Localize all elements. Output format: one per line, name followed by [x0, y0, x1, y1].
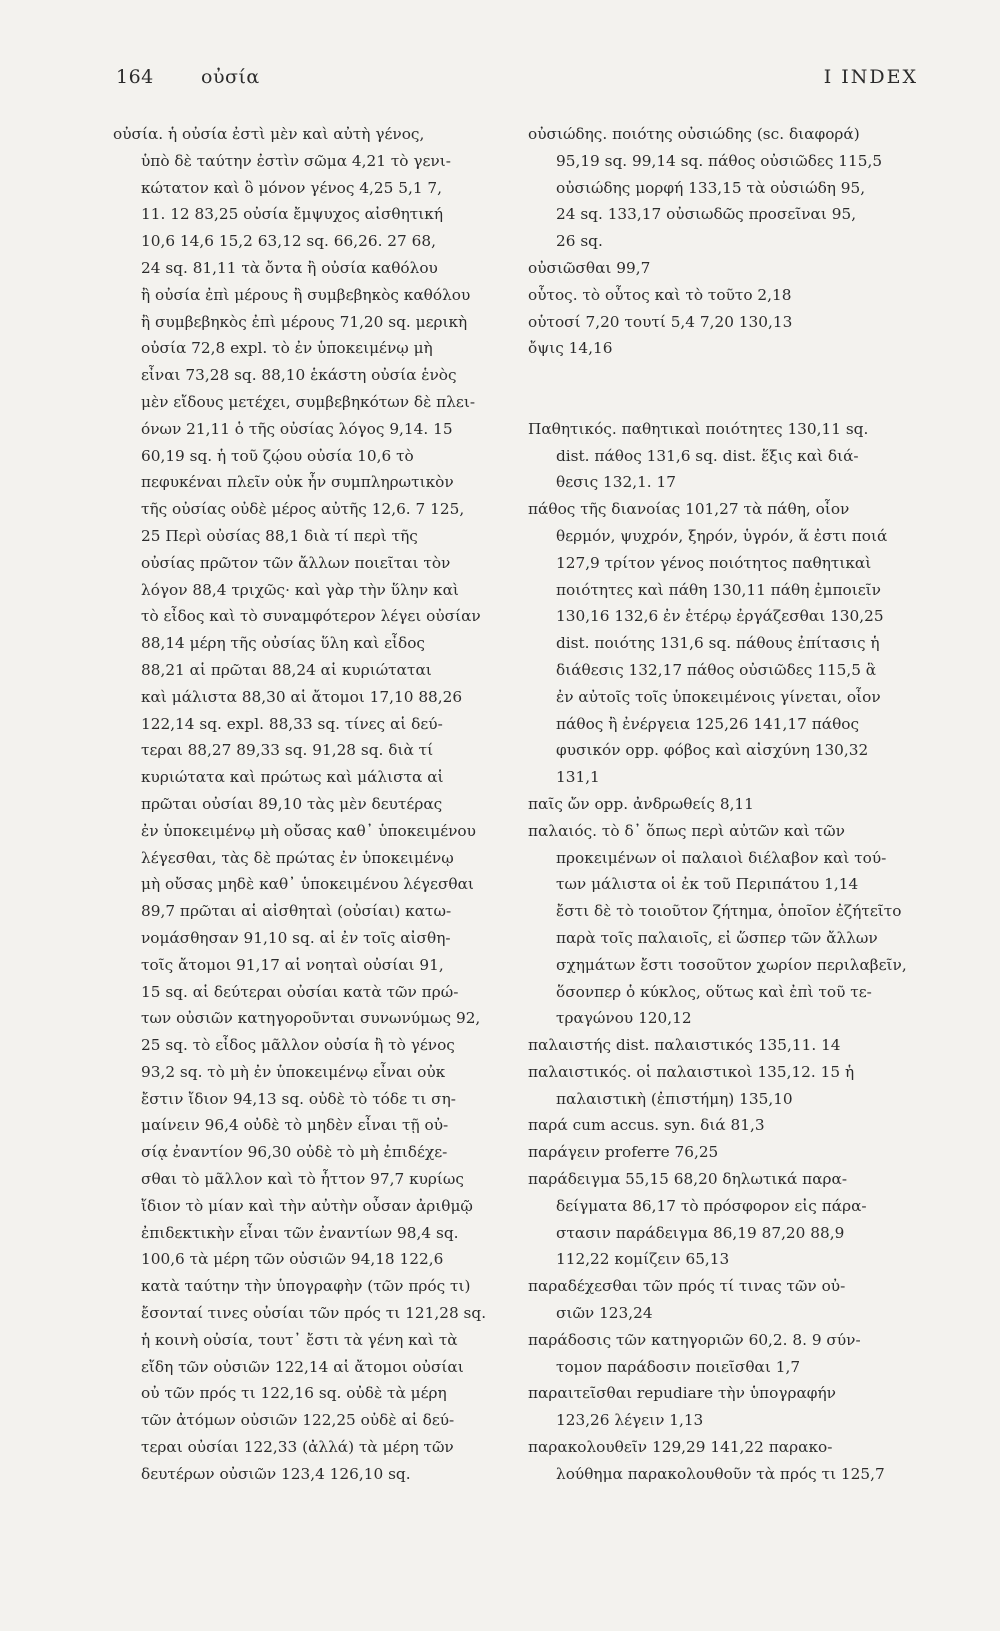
index-line: δευτέρων οὐσιῶν 123,4 126,10 sq. — [141, 1464, 411, 1483]
index-line: 25 sq. τὸ εἶδος μᾶλλον οὐσία ἢ τὸ γένος — [141, 1036, 455, 1055]
index-line: τομον παράδοσιν ποιεῖσθαι 1,7 — [556, 1357, 801, 1376]
index-line: κυριώτατα καὶ πρώτως καὶ μάλιστα αἱ — [141, 768, 444, 787]
index-line: παράδειγμα 55,15 68,20 δηλωτικά παρα- — [528, 1170, 848, 1189]
index-line: λούθημα παρακολουθοῦν τὰ πρός τι 125,7 — [556, 1464, 885, 1483]
index-line: Παθητικός. παθητικαὶ ποιότητες 130,11 sq. — [528, 419, 869, 438]
page-header — [116, 66, 918, 96]
index-line — [528, 362, 920, 389]
page-number: 164 — [116, 66, 154, 88]
index-line: οὐσία. ἡ οὐσία ἐστὶ μὲν καὶ αὐτὴ γένος, — [113, 125, 425, 143]
index-line: παλαιός. τὸ δ᾽ ὅπως περὶ αὐτῶν καὶ τῶν — [528, 821, 845, 840]
index-line: 89,7 πρῶται αἱ αἰσθηταὶ (οὐσίαι) κατω- — [141, 902, 452, 921]
index-line: οὐσιώδης. ποιότης οὐσιώδης (sc. διαφορά) — [528, 125, 860, 143]
index-line: κώτατον καὶ ὃ μόνον γένος 4,25 5,1 7, — [141, 178, 443, 197]
index-line: των μάλιστα οἱ ἐκ τοῦ Περιπάτου 1,14 — [556, 875, 859, 894]
index-line: 24 sq. 81,11 τὰ ὄντα ἢ οὐσία καθόλου — [141, 258, 438, 277]
index-line: οὐσία 72,8 expl. τὸ ἐν ὑποκειμένῳ μὴ — [141, 339, 433, 358]
index-line: ἐν αὐτοῖς τοῖς ὑποκειμένοις γίνεται, οἷον — [556, 687, 881, 706]
index-line: ὄψις 14,16 — [528, 339, 613, 358]
index-line: παλαιστικός. οἱ παλαιστικοὶ 135,12. 15 ἡ — [528, 1062, 855, 1081]
index-line: παρακολουθεῖν 129,29 141,22 παρακο- — [528, 1438, 833, 1457]
index-line: μὲν εἴδους μετέχει, συμβεβηκότων δὲ πλει- — [141, 392, 475, 411]
index-line: οὗτος. τὸ οὗτος καὶ τὸ τοῦτο 2,18 — [528, 285, 792, 304]
index-line: 122,14 sq. expl. 88,33 sq. τίνες αἱ δεύ- — [141, 714, 443, 733]
index-line: παρά cum accus. syn. διά 81,3 — [528, 1116, 765, 1135]
index-line: ἐπιδεκτικὴν εἶναι τῶν ἐναντίων 98,4 sq. — [141, 1223, 459, 1242]
index-line: σχημάτων ἔστι τοσοῦτον χωρίον περιλαβεῖν, — [556, 955, 907, 974]
index-line: δείγματα 86,17 τὸ πρόσφορον εἰς πάρα- — [556, 1196, 867, 1215]
right-column — [528, 121, 920, 1488]
index-line: οὑτοσί 7,20 τουτί 5,4 7,20 130,13 — [528, 312, 793, 331]
index-line: 123,26 λέγειν 1,13 — [556, 1411, 704, 1430]
index-line: πεφυκέναι πλεῖν οὐκ ἦν συμπληρωτικὸν — [141, 473, 454, 492]
index-line: προκειμένων οἱ παλαιοὶ διέλαβον καὶ τού- — [556, 848, 887, 867]
index-line: 93,2 sq. τὸ μὴ ἐν ὑποκειμένῳ εἶναι οὐκ — [141, 1062, 446, 1081]
index-line: dist. ποιότης 131,6 sq. πάθους ἐπίτασις ἡ — [556, 634, 880, 653]
index-line: πάθος τῆς διανοίας 101,27 τὰ πάθη, οἷον — [528, 500, 850, 519]
index-line: σθαι τὸ μᾶλλον καὶ τὸ ἧττον 97,7 κυρίως — [141, 1170, 464, 1189]
index-line — [528, 389, 920, 416]
index-line: 127,9 τρίτον γένος ποιότητος παθητικαὶ — [556, 553, 872, 572]
index-line: παῖς ὤν opp. ἀνδρωθείς 8,11 — [528, 794, 754, 813]
index-line: ἔστιν ἴδιον 94,13 sq. οὐδὲ τὸ τόδε τι ση- — [141, 1089, 456, 1108]
index-line: οὐσιῶσθαι 99,7 — [528, 258, 651, 277]
index-line: τεραι 88,27 89,33 sq. 91,28 sq. διὰ τί — [141, 741, 434, 760]
index-line: των οὐσιῶν κατηγοροῦνται συνωνύμως 92, — [141, 1009, 481, 1028]
index-line: λέγεσθαι, τὰς δὲ πρώτας ἐν ὑποκειμένῳ — [141, 848, 454, 867]
index-line: 130,16 132,6 ἐν ἑτέρῳ ἐργάζεσθαι 130,25 — [556, 607, 884, 626]
index-line: τῶν ἀτόμων οὐσιῶν 122,25 οὐδὲ αἱ δεύ- — [141, 1411, 455, 1430]
index-line: ἡ κοινὴ οὐσία, τουτ᾽ ἔστι τὰ γένη καὶ τὰ — [141, 1330, 458, 1349]
index-line: τῆς οὐσίας οὐδὲ μέρος αὐτῆς 12,6. 7 125, — [141, 500, 465, 519]
index-line: θεσις 132,1. 17 — [556, 473, 676, 492]
index-line: νομάσθησαν 91,10 sq. αἱ ἐν τοῖς αἰσθη- — [141, 928, 451, 947]
index-line: οὐσιώδης μορφή 133,15 τὰ οὐσιώδη 95, — [556, 178, 866, 197]
index-line: σιῶν 123,24 — [556, 1304, 653, 1323]
index-line: παλαιστής dist. παλαιστικός 135,11. 14 — [528, 1036, 841, 1055]
index-line: εἶναι 73,28 sq. 88,10 ἑκάστη οὐσία ἑνὸς — [141, 366, 457, 385]
index-line: τραγώνου 120,12 — [556, 1009, 692, 1028]
index-line: 60,19 sq. ἡ τοῦ ζῴου οὐσία 10,6 τὸ — [141, 446, 414, 465]
index-line: πρῶται οὐσίαι 89,10 τὰς μὲν δευτέρας — [141, 794, 443, 813]
index-line: τὸ εἶδος καὶ τὸ συναμφότερον λέγει οὐσίαν — [141, 607, 481, 626]
index-line: παραιτεῖσθαι repudiare τὴν ὑπογραφήν — [528, 1384, 836, 1403]
index-line: τεραι οὐσίαι 122,33 (ἀλλά) τὰ μέρη τῶν — [141, 1438, 454, 1457]
index-line: λόγον 88,4 τριχῶς· καὶ γὰρ τὴν ὕλην καὶ — [141, 580, 459, 599]
index-line: παρὰ τοῖς παλαιοῖς, εἰ ὥσπερ τῶν ἄλλων — [556, 928, 878, 947]
index-line: παλαιστικὴ (ἐπιστήμη) 135,10 — [556, 1089, 793, 1108]
index-line: ἐν ὑποκειμένῳ μὴ οὔσας καθ᾽ ὑποκειμένου — [141, 821, 476, 840]
index-line: καὶ μάλιστα 88,30 αἱ ἄτομοι 17,10 88,26 — [141, 687, 463, 706]
index-line: 10,6 14,6 15,2 63,12 sq. 66,26. 27 68, — [141, 232, 436, 251]
index-line: φυσικόν opp. φόβος καὶ αἰσχύνη 130,32 — [556, 741, 869, 760]
index-line: 112,22 κομίζειν 65,13 — [556, 1250, 730, 1269]
index-line: οὐσίας πρῶτον τῶν ἄλλων ποιεῖται τὸν — [141, 553, 451, 572]
index-line: πάθος ἢ ἐνέργεια 125,26 141,17 πάθος — [556, 714, 860, 733]
index-line: σίᾳ ἐναντίον 96,30 οὐδὲ τὸ μὴ ἐπιδέχε- — [141, 1143, 448, 1162]
index-line: 24 sq. 133,17 οὐσιωδῶς προσεῖναι 95, — [556, 205, 857, 224]
index-line: ποιότητες καὶ πάθη 130,11 πάθη ἐμποιεῖν — [556, 580, 881, 599]
index-line: εἴδη τῶν οὐσιῶν 122,14 αἱ ἄτομοι οὐσίαι — [141, 1357, 464, 1376]
index-line: 11. 12 83,25 οὐσία ἔμψυχος αἰσθητική — [141, 205, 443, 224]
index-line: παράγειν proferre 76,25 — [528, 1143, 719, 1162]
index-line: ἴδιον τὸ μίαν καὶ τὴν αὐτὴν οὖσαν ἀριθμῷ — [141, 1196, 473, 1215]
index-line: ἔστι δὲ τὸ τοιοῦτον ζήτημα, ὁποῖον ἐζήτεῖτο — [556, 902, 902, 921]
index-line: 100,6 τὰ μέρη τῶν οὐσιῶν 94,18 122,6 — [141, 1250, 444, 1269]
index-line: διάθεσις 132,17 πάθος οὐσιῶδες 115,5 ἃ — [556, 660, 877, 679]
index-line: 15 sq. αἱ δεύτεραι οὐσίαι κατὰ τῶν πρώ- — [141, 982, 459, 1001]
index-line: παραδέχεσθαι τῶν πρός τί τινας τῶν οὐ- — [528, 1277, 846, 1296]
index-line: τοῖς ἄτομοι 91,17 αἱ νοηταὶ οὐσίαι 91, — [141, 955, 444, 974]
index-line: 88,14 μέρη τῆς οὐσίας ὕλη καὶ εἶδος — [141, 634, 425, 653]
index-line: οὐ τῶν πρός τι 122,16 sq. οὐδὲ τὰ μέρη — [141, 1384, 447, 1403]
index-line: παράδοσις τῶν κατηγοριῶν 60,2. 8. 9 σύν- — [528, 1330, 861, 1349]
index-line: κατὰ ταύτην τὴν ὑπογραφὴν (τῶν πρός τι) — [141, 1277, 471, 1296]
index-line: ὑπὸ δὲ ταύτην ἐστὶν σῶμα 4,21 τὸ γενι- — [141, 151, 451, 170]
index-line: ἢ συμβεβηκὸς ἐπὶ μέρους 71,20 sq. μερικὴ — [141, 312, 468, 331]
index-line: 131,1 — [556, 768, 600, 787]
index-line: dist. πάθος 131,6 sq. dist. ἕξις καὶ διά- — [556, 446, 859, 465]
left-column — [113, 121, 503, 1488]
index-line: ἔσονταί τινες οὐσίαι τῶν πρός τι 121,28 sq. — [141, 1304, 487, 1323]
index-line: στασιν παράδειγμα 86,19 87,20 88,9 — [556, 1223, 845, 1242]
index-line: ἢ οὐσία ἐπὶ μέρους ἢ συμβεβηκὸς καθόλου — [141, 285, 471, 304]
index-line: μὴ οὔσας μηδὲ καθ᾽ ὑποκειμένου λέγεσθαι — [141, 875, 474, 894]
index-line: 25 Περὶ οὐσίας 88,1 διὰ τί περὶ τῆς — [141, 526, 418, 545]
index-line: 26 sq. — [556, 232, 603, 251]
index-line: ὅσονπερ ὁ κύκλος, οὕτως καὶ ἐπὶ τοῦ τε- — [556, 982, 872, 1001]
index-line: θερμόν, ψυχρόν, ξηρόν, ὑγρόν, ἅ ἐστι ποιά — [556, 526, 888, 545]
section-title: I INDEX — [823, 66, 918, 88]
running-title: οὐσία — [201, 66, 260, 88]
index-line: 95,19 sq. 99,14 sq. πάθος οὐσιῶδες 115,5 — [556, 151, 883, 170]
index-line: όνων 21,11 ὁ τῆς οὐσίας λόγος 9,14. 15 — [141, 419, 453, 438]
index-line: 88,21 αἱ πρῶται 88,24 αἱ κυριώταται — [141, 660, 432, 679]
index-line: μαίνειν 96,4 οὐδὲ τὸ μηδὲν εἶναι τῇ οὐ- — [141, 1116, 449, 1135]
